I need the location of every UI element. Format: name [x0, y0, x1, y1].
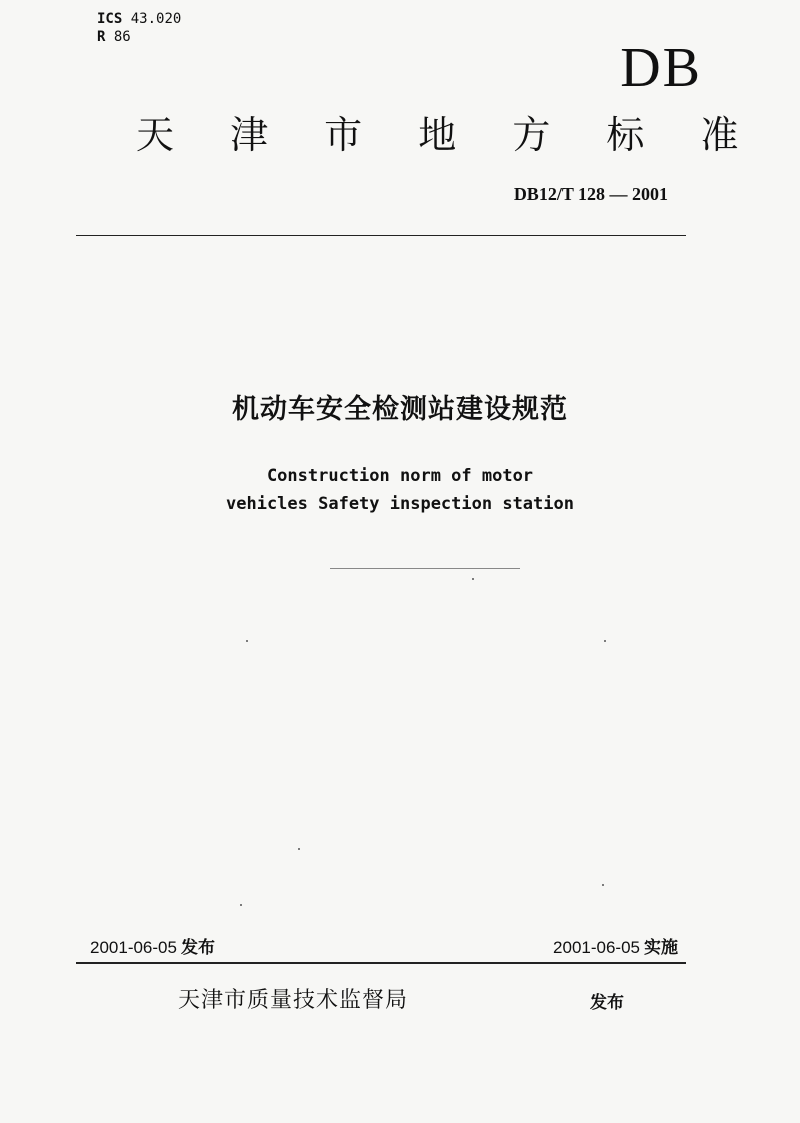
implemented-label: 实施 — [644, 938, 678, 958]
implemented-date: 2001-06-05 — [553, 938, 640, 957]
bottom-divider — [76, 962, 686, 964]
scan-speck — [246, 640, 248, 642]
scan-speck — [602, 884, 604, 886]
category-label: R — [97, 29, 106, 45]
document-title-cn: 机动车安全检测站建设规范 — [232, 394, 568, 425]
standard-type-title: 天 津 市 地 方 标 准 — [136, 113, 761, 157]
category-line — [97, 28, 181, 46]
ics-line — [97, 10, 181, 28]
title-en-line-1: Construction norm of motor — [266, 466, 534, 486]
scan-speck — [472, 578, 474, 580]
publisher-label: 发布 — [590, 993, 624, 1013]
implemented-date-block — [553, 936, 678, 960]
top-divider — [76, 235, 686, 236]
document-title-en — [0, 462, 800, 518]
scan-speck — [604, 640, 606, 642]
standard-code: DB12/T 128 — 2001 — [513, 184, 668, 204]
scan-speck — [240, 904, 242, 906]
published-date-block — [90, 936, 215, 960]
ics-label: ICS — [97, 11, 123, 27]
scan-speck — [298, 848, 300, 850]
published-date: 2001-06-05 — [90, 938, 177, 957]
ics-code: 43.020 — [130, 11, 182, 27]
ics-classification — [97, 10, 181, 46]
title-en-line-2: vehicles Safety inspection station — [226, 494, 574, 514]
db-logo: DB — [620, 37, 702, 99]
published-label: 发布 — [180, 938, 215, 958]
publisher-name: 天津市质量技术监督局 — [178, 988, 409, 1013]
category-code: 86 — [113, 29, 131, 45]
scan-mark — [330, 568, 520, 569]
